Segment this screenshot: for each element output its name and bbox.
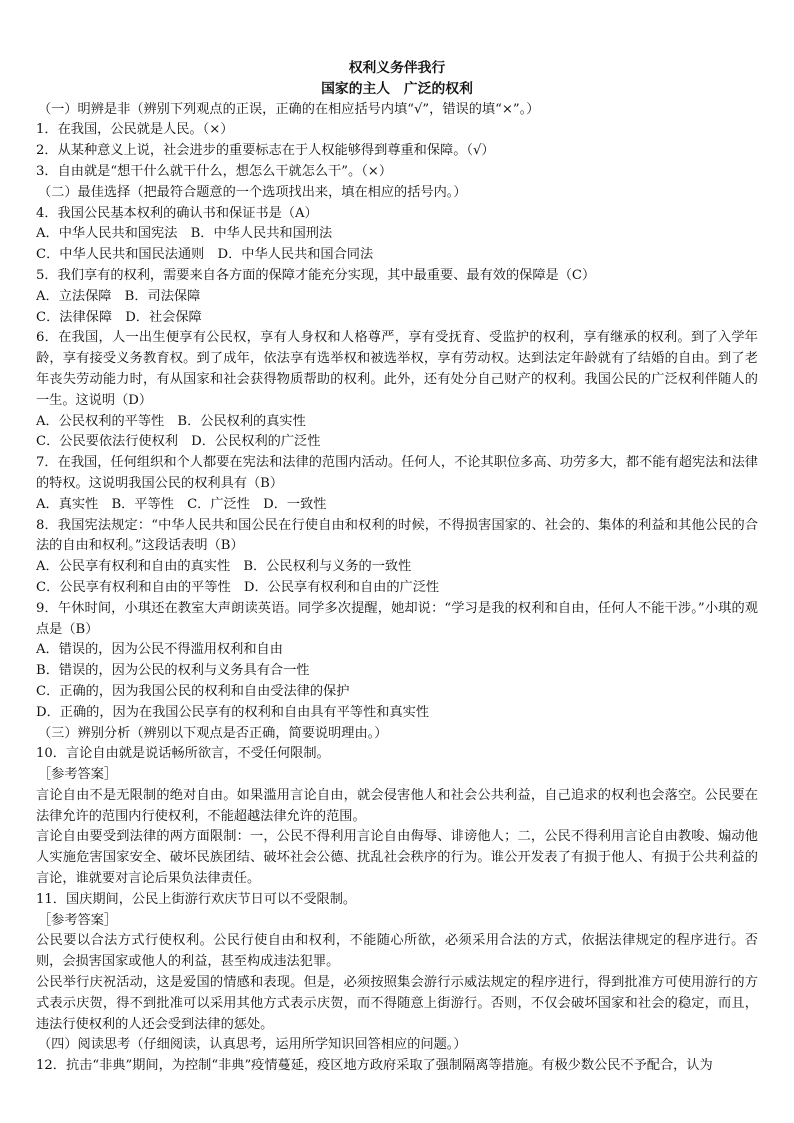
document-subtitle: 国家的主人 广泛的权利 [321,80,473,97]
section-1-heading: （一）明辨是非（辨别下列观点的正误，正确的在相应括号内填“√”，错误的填“×”。） [38,101,540,117]
question-7-options: A．真实性 B．平等性 C．广泛性 D．一致性 [36,496,327,512]
question-10-reference-label: ［参考答案］ [38,767,118,783]
question-11-answer-paragraph-1: 公民要以合法方式行使权利。公民行使自由和权利，不能随心所欲，必须采用合法的方式，依据法律规定的程序进行。否则，会损害国家或他人的利益，甚至构成违法犯罪。 [36,933,758,970]
question-4-options-ab: A．中华人民共和国宪法 B．中华人民共和国刑法 [36,226,333,242]
question-6-options-cd: C．公民要依法行使权利 D．公民权利的广泛性 [36,434,321,450]
question-4-stem: 4．我国公民基本权利的确认书和保证书是（A） [36,205,318,221]
question-10-answer-paragraph-1: 言论自由不是无限制的绝对自由。如果滥用言论自由，就会侵害他人和社会公共利益，自己追求的权利也会落空。公民要在法律允许的范围内行使权利，不能超越法律允许的范围。 [36,787,758,824]
question-9-option-a: A．错误的，因为公民不得滥用权利和自由 [36,642,283,658]
question-11-stem: 11．国庆期间，公民上街游行欢庆节日可以不受限制。 [36,891,357,907]
question-9-option-b: B．错误的，因为公民的权利与义务具有合一性 [36,663,310,679]
question-10-stem: 10．言论自由就是说话畅所欲言，不受任何限制。 [36,746,330,762]
question-9-stem: 9．午休时间，小琪还在教室大声朗读英语。同学多次提醒，她却说：“学习是我的权利和自由，任何人不能干涉。”小琪的观点是（B） [36,600,758,637]
question-8-stem: 8．我国宪法规定：“中华人民共和国公民在行使自由和权利的时候，不得损害国家的、社会的、集体的利益和其他公民的合法的自由和权利。”这段话表明（B） [36,517,758,554]
document-page [36,58,758,1077]
question-9-option-d: D．正确的，因为在我国公民享有的权利和自由具有平等性和真实性 [36,704,430,720]
question-8-options-ab: A．公民享有权利和自由的真实性 B．公民权利与义务的一致性 [36,559,412,575]
question-12-stem: 12．抗击“非典”期间，为控制“非典”疫情蔓延，疫区地方政府采取了强制隔离等措施。有极少数公民不予配合，认为 [36,1058,713,1074]
question-6-stem: 6．在我国，人一出生便享有公民权，享有人身权和人格尊严，享有受抚育、受监护的权利，享有继承的权利。到了入学年龄，享有接受义务教育权。到了成年，依法享有选举权和被选举权，享有劳动权。达到法定年龄就有了结婚的自由。到了老年丧失劳动能力时，有从国家和社会获得物质帮助的权利。此外，还有处分自己财产的权利。我国公民的广泛权利伴随人的一生。这说明（D） [36,330,758,408]
question-5-options-cd: C．法律保障 D．社会保障 [36,309,202,325]
question-1: 1．在我国，公民就是人民。（×） [36,122,234,138]
question-2: 2．从某种意义上说，社会进步的重要标志在于人权能够得到尊重和保障。（√） [36,143,495,159]
question-6-options-ab: A．公民权利的平等性 B．公民权利的真实性 [36,413,306,429]
question-5-options-ab: A．立法保障 B．司法保障 [36,288,201,304]
question-7-stem: 7．在我国，任何组织和个人都要在宪法和法律的范围内活动。任何人，不论其职位多高、功劳多大，都不能有超宪法和法律的特权。这说明我国公民的权利具有（B） [36,455,758,491]
question-10-answer-paragraph-2: 言论自由要受到法律的两方面限制：一，公民不得利用言论自由侮辱、诽谤他人；二，公民不得利用言论自由教唆、煽动他人实施危害国家安全、破坏民族团结、破坏社会公德、扰乱社会秩序的行为。谁公开发表了有损于他人、有损于公共利益的言论，谁就要对言论后果负法律责任。 [36,829,758,887]
section-4-heading: （四）阅读思考（仔细阅读，认真思考，运用所学知识回答相应的问题。） [38,1037,467,1053]
question-5-stem: 5．我们享有的权利，需要来自各方面的保障才能充分实现，其中最重要、最有效的保障是（C） [36,267,596,283]
question-11-reference-label: ［参考答案］ [38,912,118,928]
question-3: 3．自由就是“想干什么就干什么，想怎么干就怎么干”。（×） [36,163,393,179]
question-9-option-c: C．正确的，因为我国公民的权利和自由受法律的保护 [36,683,350,699]
section-3-heading: （三）辨别分析（辨别以下观点是否正确，简要说明理由。） [38,725,388,741]
question-4-options-cd: C．中华人民共和国民法通则 D．中华人民共和国合同法 [36,247,374,263]
question-8-options-cd: C．公民享有权利和自由的平等性 D．公民享有权利和自由的广泛性 [36,579,440,595]
question-11-answer-paragraph-2: 公民举行庆祝活动，这是爱国的情感和表现。但是，必须按照集会游行示威法规定的程序进行，得到批准方可使用游行的方式表示庆贺，得不到批准可以采用其他方式表示庆贺，而不得随意上街游行。否则，不仅会破坏国家和社会的稳定，而且，违法行使权利的人还会受到法律的惩处。 [36,975,758,1032]
section-2-heading: （二）最佳选择（把最符合题意的一个选项找出来，填在相应的括号内。） [38,184,467,200]
document-title: 权利义务伴我行 [348,60,446,76]
